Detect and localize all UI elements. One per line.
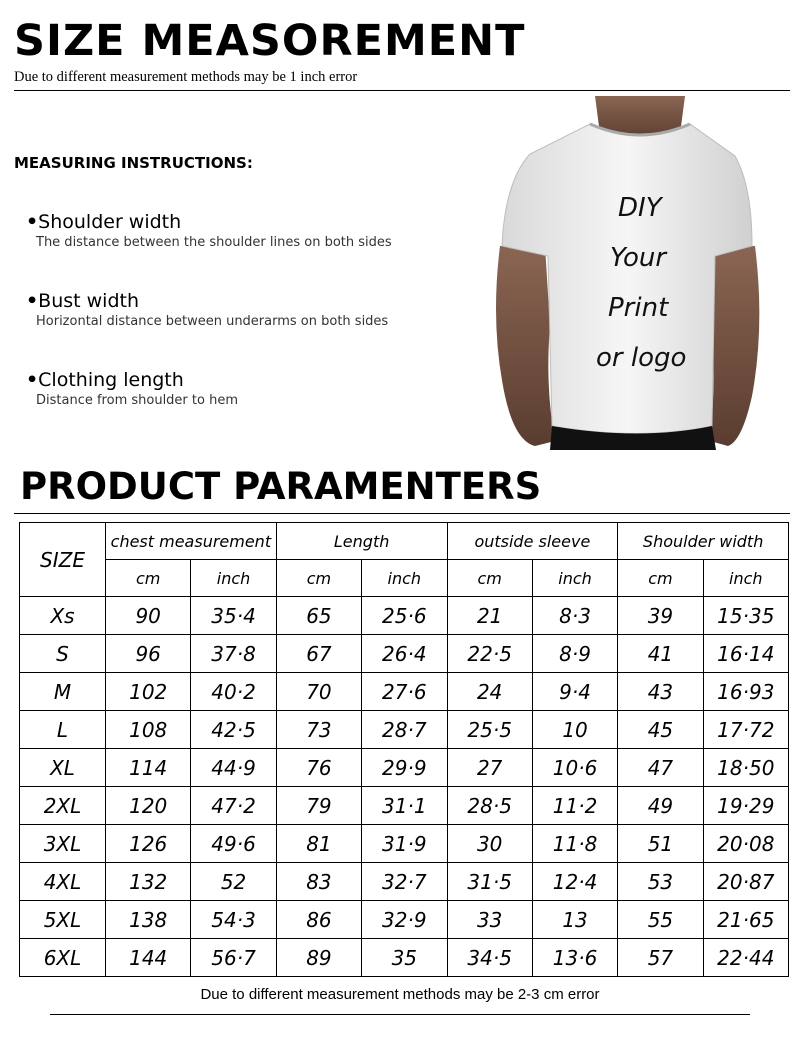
value-cell: 120 (106, 787, 191, 825)
size-chart-body (20, 597, 789, 977)
params-divider (14, 513, 790, 514)
value-cell: 42·5 (191, 711, 276, 749)
size-cell: 2XL (20, 787, 106, 825)
value-cell: 57 (618, 939, 703, 977)
size-measurement-title: SIZE MEASOREMENT (14, 16, 526, 66)
value-cell: 19·29 (703, 787, 788, 825)
product-parameters-title: PRODUCT PARAMENTERS (20, 465, 542, 508)
value-cell: 27 (447, 749, 532, 787)
value-cell: 30 (447, 825, 532, 863)
instruction-description: Horizontal distance between underarms on both sides (36, 314, 389, 329)
value-cell: 52 (191, 863, 276, 901)
value-cell: 25·6 (362, 597, 447, 635)
table-row (20, 635, 789, 673)
footer-divider (50, 1014, 750, 1015)
unit-header: cm (618, 560, 703, 597)
table-row (20, 825, 789, 863)
value-cell: 102 (106, 673, 191, 711)
print-text-line: Print (608, 293, 669, 323)
value-cell: 138 (106, 901, 191, 939)
instruction-description: Distance from shoulder to hem (36, 393, 238, 408)
value-cell: 67 (276, 635, 361, 673)
value-cell: 33 (447, 901, 532, 939)
tshirt-model-image (490, 96, 765, 450)
size-cell: 6XL (20, 939, 106, 977)
instruction-name: Shoulder width (38, 211, 182, 233)
value-cell: 114 (106, 749, 191, 787)
value-cell: 31·1 (362, 787, 447, 825)
instruction-clothing-length: •Clothing length Distance from shoulder to hem (26, 369, 238, 408)
value-cell: 31·5 (447, 863, 532, 901)
value-cell: 16·14 (703, 635, 788, 673)
measurement-error-note: Due to different measurement methods may be 1 inch error (14, 69, 358, 85)
shoulder-width-header: Shoulder width (618, 523, 789, 560)
unit-header: inch (532, 560, 617, 597)
unit-header: cm (276, 560, 361, 597)
size-column-header: SIZE (20, 523, 106, 597)
size-cell: L (20, 711, 106, 749)
value-cell: 8·9 (532, 635, 617, 673)
value-cell: 35 (362, 939, 447, 977)
right-arm (710, 246, 759, 446)
value-cell: 96 (106, 635, 191, 673)
value-cell: 29·9 (362, 749, 447, 787)
instructions-heading: MEASURING INSTRUCTIONS: (14, 154, 253, 172)
value-cell: 28·5 (447, 787, 532, 825)
value-cell: 18·50 (703, 749, 788, 787)
value-cell: 56·7 (191, 939, 276, 977)
value-cell: 12·4 (532, 863, 617, 901)
value-cell: 47 (618, 749, 703, 787)
instruction-description: The distance between the shoulder lines on both sides (36, 235, 392, 250)
value-cell: 20·08 (703, 825, 788, 863)
size-cell: S (20, 635, 106, 673)
value-cell: 20·87 (703, 863, 788, 901)
value-cell: 35·4 (191, 597, 276, 635)
value-cell: 10 (532, 711, 617, 749)
size-cell: 5XL (20, 901, 106, 939)
value-cell: 89 (276, 939, 361, 977)
table-row (20, 901, 789, 939)
value-cell: 25·5 (447, 711, 532, 749)
value-cell: 44·9 (191, 749, 276, 787)
print-text-line: Your (610, 243, 667, 273)
value-cell: 49·6 (191, 825, 276, 863)
value-cell: 70 (276, 673, 361, 711)
instruction-bust-width: •Bust width Horizontal distance between underarms on both sides (26, 290, 389, 329)
instruction-name: Bust width (38, 290, 139, 312)
length-header: Length (276, 523, 447, 560)
value-cell: 144 (106, 939, 191, 977)
value-cell: 47·2 (191, 787, 276, 825)
value-cell: 11·8 (532, 825, 617, 863)
size-cell: XL (20, 749, 106, 787)
value-cell: 16·93 (703, 673, 788, 711)
value-cell: 53 (618, 863, 703, 901)
value-cell: 13 (532, 901, 617, 939)
value-cell: 11·2 (532, 787, 617, 825)
value-cell: 73 (276, 711, 361, 749)
value-cell: 32·7 (362, 863, 447, 901)
outside-sleeve-header: outside sleeve (447, 523, 618, 560)
left-arm (496, 246, 555, 446)
size-cell: M (20, 673, 106, 711)
value-cell: 24 (447, 673, 532, 711)
value-cell: 43 (618, 673, 703, 711)
unit-header: inch (191, 560, 276, 597)
print-text-line: or logo (596, 343, 687, 373)
value-cell: 9·4 (532, 673, 617, 711)
size-chart-table (19, 522, 789, 977)
table-group-header-row (20, 523, 789, 560)
value-cell: 22·5 (447, 635, 532, 673)
value-cell: 126 (106, 825, 191, 863)
value-cell: 86 (276, 901, 361, 939)
value-cell: 32·9 (362, 901, 447, 939)
value-cell: 65 (276, 597, 361, 635)
value-cell: 28·7 (362, 711, 447, 749)
table-row (20, 673, 789, 711)
size-cell: 4XL (20, 863, 106, 901)
table-row (20, 597, 789, 635)
header-divider (14, 90, 790, 91)
unit-header: cm (106, 560, 191, 597)
value-cell: 21 (447, 597, 532, 635)
size-cell: Xs (20, 597, 106, 635)
value-cell: 21·65 (703, 901, 788, 939)
value-cell: 34·5 (447, 939, 532, 977)
value-cell: 51 (618, 825, 703, 863)
value-cell: 83 (276, 863, 361, 901)
value-cell: 108 (106, 711, 191, 749)
unit-header: inch (703, 560, 788, 597)
instruction-name: Clothing length (38, 369, 184, 391)
table-row (20, 787, 789, 825)
table-row (20, 939, 789, 977)
value-cell: 45 (618, 711, 703, 749)
table-row (20, 863, 789, 901)
value-cell: 55 (618, 901, 703, 939)
unit-header: cm (447, 560, 532, 597)
value-cell: 39 (618, 597, 703, 635)
print-text-line: DIY (618, 193, 662, 223)
table-row (20, 711, 789, 749)
value-cell: 27·6 (362, 673, 447, 711)
table-unit-header-row (20, 560, 789, 597)
value-cell: 15·35 (703, 597, 788, 635)
value-cell: 10·6 (532, 749, 617, 787)
value-cell: 17·72 (703, 711, 788, 749)
value-cell: 22·44 (703, 939, 788, 977)
value-cell: 26·4 (362, 635, 447, 673)
value-cell: 8·3 (532, 597, 617, 635)
value-cell: 31·9 (362, 825, 447, 863)
value-cell: 90 (106, 597, 191, 635)
instruction-shoulder-width: •Shoulder width The distance between the shoulder lines on both sides (26, 211, 392, 250)
value-cell: 54·3 (191, 901, 276, 939)
unit-header: inch (362, 560, 447, 597)
value-cell: 81 (276, 825, 361, 863)
value-cell: 40·2 (191, 673, 276, 711)
value-cell: 132 (106, 863, 191, 901)
value-cell: 76 (276, 749, 361, 787)
value-cell: 79 (276, 787, 361, 825)
footer-error-note: Due to different measurement methods may be 2-3 cm error (200, 986, 600, 1003)
value-cell: 41 (618, 635, 703, 673)
value-cell: 49 (618, 787, 703, 825)
chest-measurement-header: chest measurement (106, 523, 277, 560)
table-row (20, 749, 789, 787)
size-cell: 3XL (20, 825, 106, 863)
value-cell: 13·6 (532, 939, 617, 977)
value-cell: 37·8 (191, 635, 276, 673)
